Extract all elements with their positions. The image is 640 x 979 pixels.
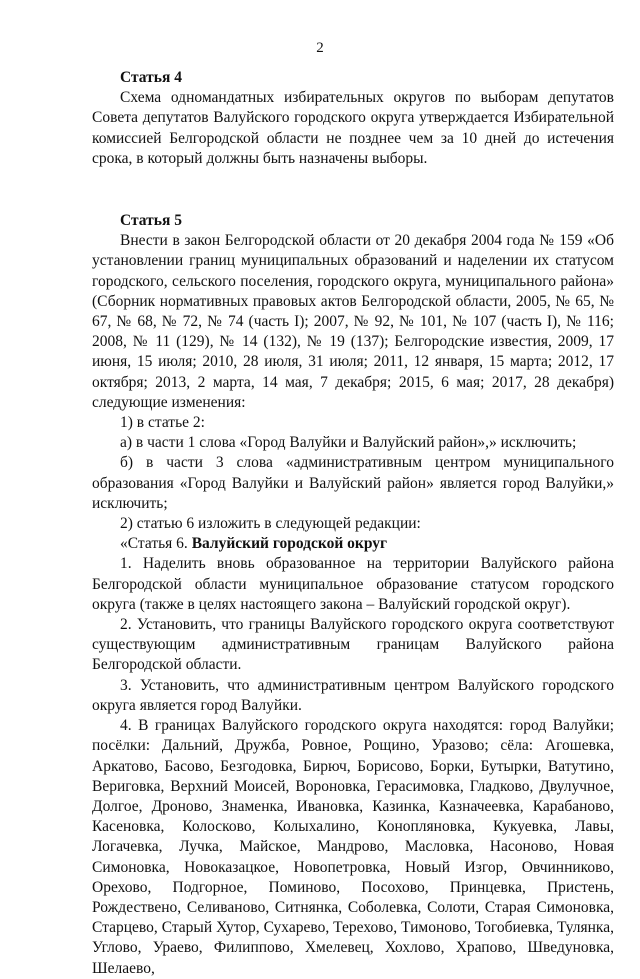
article-5-heading: Статья 5 — [120, 212, 182, 230]
item-1: 1) в статье 2: — [120, 414, 205, 432]
section-gap — [92, 169, 614, 211]
article-4-text: Схема одномандатных избирательных округов по выборам депутатов Совета депутатов Валуйского городского округа утверждается Избирательной комиссией Белгородской области не позднее чем за 10 дней до истечения срока, в который должны быть назначены выборы. — [92, 89, 614, 167]
document-body — [92, 68, 614, 979]
article-6-prefix: «Статья 6. — [120, 535, 192, 553]
article-6-part-2: 2. Установить, что границы Валуйского городского округа соответствуют существующим административным границам Валуйского района Белгородской области. — [92, 616, 614, 674]
article-6-part-3: 3. Установить, что административным центром Валуйского городского округа является город Валуйки. — [92, 676, 614, 714]
item-2: 2) статью 6 изложить в следующей редакции: — [120, 515, 421, 533]
article-6-part-4: 4. В границах Валуйского городского округа находятся: город Валуйки; посёлки: Дальний, Дружба, Ровное, Рощино, Уразово; сёла: Агошевка, Аркатово, Басово, Безгодовка, Бирюч, Борисово, Борки, Бутырки, Ватутино, Вериговка, Верхний Моисей, Вороновка, Герасимовка, Гладково, Двулучное, Долгое, Дроново, Знаменка, Ивановка, Казинка, Казначеевка, Карабаново, Касеновка, Колосково, Колыхалино, Конопляновка, Кукуевка, Лавы, Логачевка, Лучка, Майское, Мандрово, Масловка, Насоново, Новая Симоновка, Новоказацкое, Новопетровка, Новый Изгор, Овчинниково, Орехово, Подгорное, Поминово, Посохово, Принцевка, Пристень, Рождествено, Селиваново, Ситнянка, Соболевка, Солоти, Старая Симоновка, Старцево, Старый Хутор, Сухарево, Терехово, Тимоново, Тогобиевка, Тулянка, Углово, Ураево, Филиппово, Хмелевец, Хохлово, Храпово, Шведуновка, Шелаево, — [92, 717, 614, 977]
article-5-intro: Внести в закон Белгородской области от 20 декабря 2004 года № 159 «Об установлении границ муниципальных образований и наделении их статусом городского, сельского поселения, городского округа, муниципального района» (Сборник нормативных правовых актов Белгородской области, 2005, № 65, № 67, № 68, № 72, № 74 (часть I); 2007, № 92, № 101, № 107 (часть I), № 116; 2008, № 11 (129), № 14 (132), № 19 (137); Белгородские известия, 2009, 17 июня, 15 июля; 2010, 28 июля, 31 июля; 2011, 12 января, 15 марта; 2012, 17 октября; 2013, 2 марта, 14 мая, 7 декабря; 2015, 6 мая; 2017, 28 декабря) следующие изменения: — [92, 232, 614, 411]
article-6-part-1: 1. Наделить вновь образованное на территории Валуйского района Белгородской области муниципальное образование статусом городского округа (также в целях настоящего закона – Валуйский городской округ). — [92, 555, 614, 613]
article-6-title: Валуйский городской округ — [191, 535, 388, 553]
item-1a: а) в части 1 слова «Город Валуйки и Валуйский район»,» исключить; — [120, 434, 577, 452]
item-1b: б) в части 3 слова «административным центром муниципального образования «Город Валуйки и Валуйский район» является город Валуйки,» исключить; — [92, 454, 614, 512]
article-6-heading — [92, 534, 614, 554]
article-4-heading: Статья 4 — [120, 69, 182, 86]
page-number: 2 — [316, 40, 324, 56]
